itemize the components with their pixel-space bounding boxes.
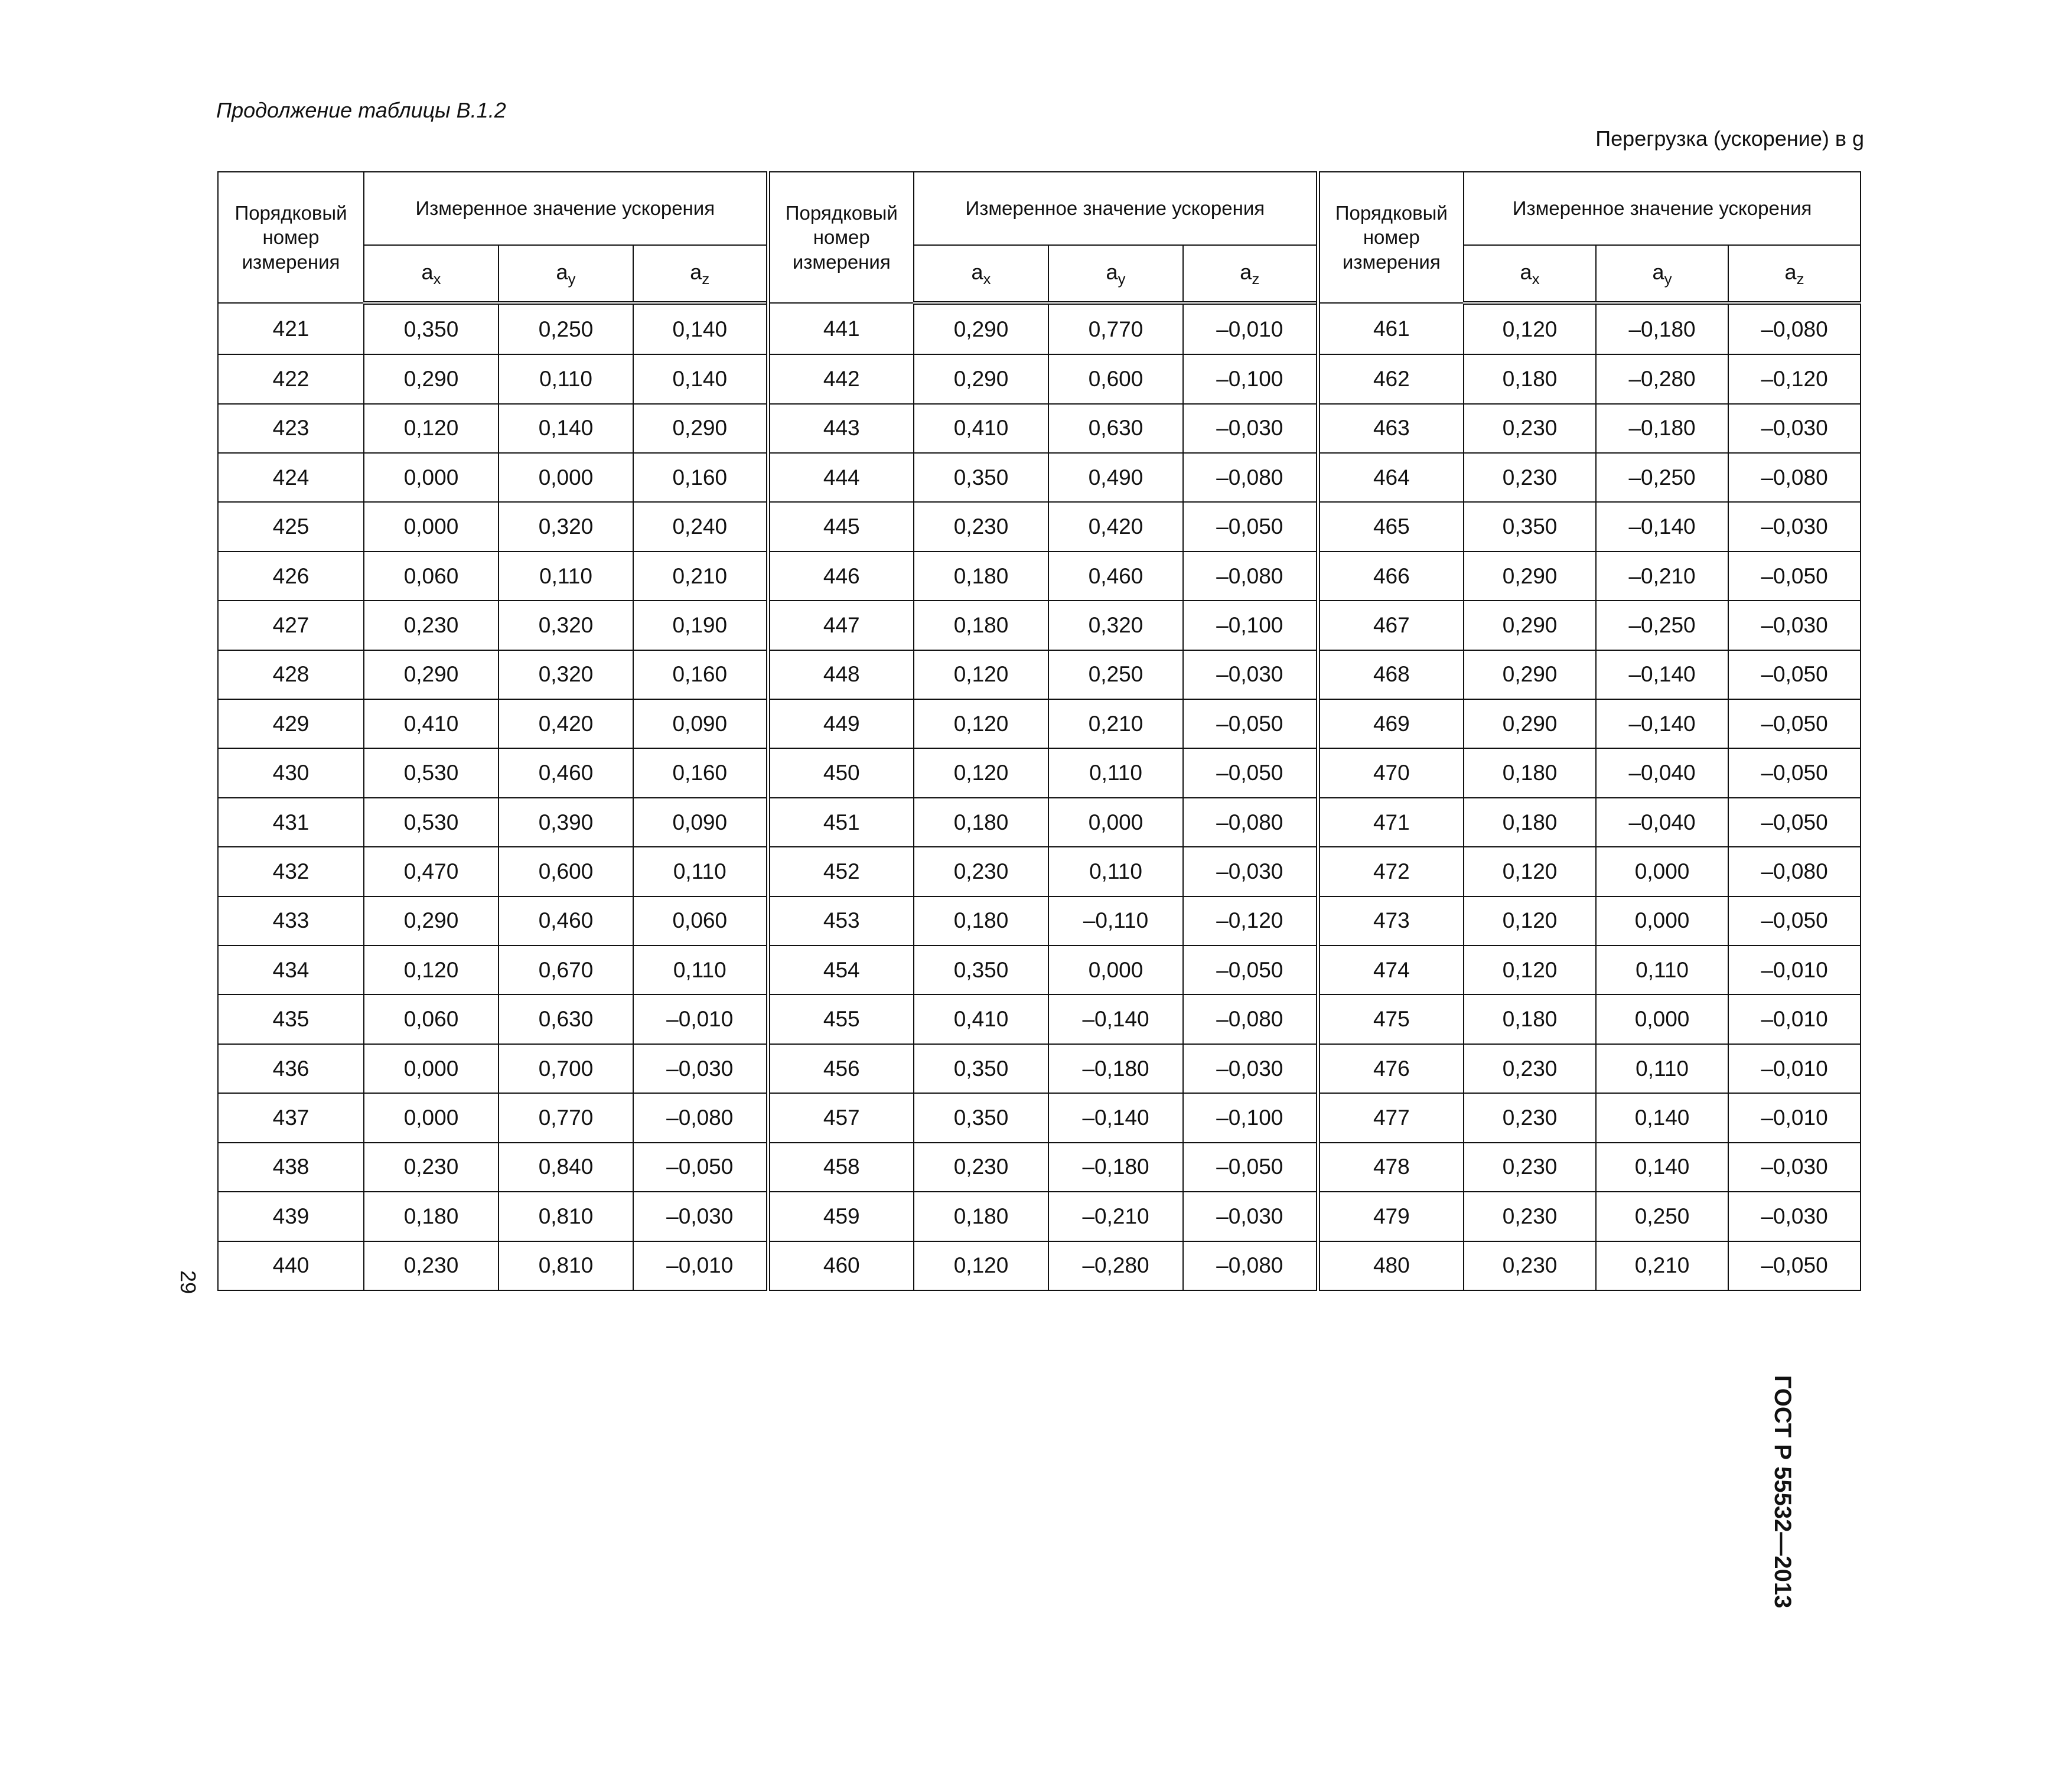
measurement-index-cell: 444 <box>768 453 914 502</box>
measurement-index-cell: 460 <box>768 1241 914 1291</box>
measurement-index-cell: 437 <box>218 1093 364 1142</box>
ax-cell: 0,180 <box>364 1192 499 1241</box>
az-cell: –0,080 <box>1183 798 1318 847</box>
ay-cell: –0,040 <box>1596 748 1728 797</box>
measurement-index-cell: 458 <box>768 1143 914 1192</box>
ay-cell: 0,600 <box>499 847 633 896</box>
table-row <box>218 896 1861 945</box>
ay-cell: 0,420 <box>499 699 633 748</box>
ay-cell: 0,000 <box>1596 896 1728 945</box>
measurement-index-cell: 454 <box>768 945 914 994</box>
measurement-index-cell: 439 <box>218 1192 364 1241</box>
ax-cell: 0,180 <box>1464 354 1596 403</box>
ay-cell: 0,250 <box>1596 1192 1728 1241</box>
measurement-index-cell: 469 <box>1318 699 1464 748</box>
az-cell: –0,080 <box>1728 453 1861 502</box>
measurement-index-cell: 472 <box>1318 847 1464 896</box>
ay-cell: 0,630 <box>1048 404 1183 453</box>
az-cell: 0,290 <box>633 404 768 453</box>
ax-cell: 0,290 <box>914 303 1048 354</box>
ay-cell: –0,210 <box>1596 552 1728 601</box>
measurement-index-cell: 448 <box>768 650 914 699</box>
ay-cell: 0,390 <box>499 798 633 847</box>
ay-cell: 0,110 <box>499 354 633 403</box>
ay-cell: –0,140 <box>1596 699 1728 748</box>
az-cell: –0,050 <box>1183 945 1318 994</box>
measured-header: Измеренное значение ускорения <box>1464 172 1861 245</box>
ax-cell: 0,000 <box>364 453 499 502</box>
az-cell: 0,160 <box>633 453 768 502</box>
ax-cell: 0,120 <box>914 650 1048 699</box>
measurement-index-cell: 453 <box>768 896 914 945</box>
ay-cell: 0,320 <box>499 601 633 650</box>
ay-cell: 0,110 <box>1596 945 1728 994</box>
az-cell: –0,050 <box>1728 699 1861 748</box>
ay-cell: 0,000 <box>499 453 633 502</box>
table-row <box>218 945 1861 994</box>
ax-cell: 0,230 <box>1464 1192 1596 1241</box>
az-cell: –0,030 <box>1183 1044 1318 1093</box>
measurement-index-cell: 432 <box>218 847 364 896</box>
measurement-index-cell: 473 <box>1318 896 1464 945</box>
measurement-index-cell: 447 <box>768 601 914 650</box>
ay-cell: 0,110 <box>1048 847 1183 896</box>
measurement-index-cell: 459 <box>768 1192 914 1241</box>
ay-cell: 0,320 <box>499 650 633 699</box>
ay-cell: 0,140 <box>1596 1143 1728 1192</box>
az-cell: –0,010 <box>1728 994 1861 1043</box>
measurement-index-cell: 464 <box>1318 453 1464 502</box>
ay-cell: 0,630 <box>499 994 633 1043</box>
ax-cell: 0,120 <box>914 1241 1048 1291</box>
az-cell: 0,190 <box>633 601 768 650</box>
axis-header-az: $a_z$ <box>633 245 768 303</box>
az-cell: 0,240 <box>633 502 768 551</box>
ax-cell: 0,230 <box>914 502 1048 551</box>
az-cell: –0,030 <box>1728 404 1861 453</box>
ay-cell: 0,000 <box>1048 945 1183 994</box>
ax-cell: 0,290 <box>914 354 1048 403</box>
ay-cell: –0,180 <box>1048 1044 1183 1093</box>
ax-cell: 0,290 <box>364 354 499 403</box>
az-cell: 0,160 <box>633 748 768 797</box>
axis-header-az: $a_z$ <box>1183 245 1318 303</box>
table-row <box>218 453 1861 502</box>
ax-cell: 0,120 <box>914 748 1048 797</box>
az-cell: –0,030 <box>1183 847 1318 896</box>
az-cell: –0,010 <box>633 994 768 1043</box>
az-cell: –0,050 <box>1183 748 1318 797</box>
az-cell: –0,010 <box>1183 303 1318 354</box>
measurement-index-cell: 466 <box>1318 552 1464 601</box>
ax-cell: 0,230 <box>1464 1044 1596 1093</box>
table-row <box>218 502 1861 551</box>
ax-cell: 0,230 <box>1464 1143 1596 1192</box>
measurement-index-cell: 422 <box>218 354 364 403</box>
az-cell: 0,160 <box>633 650 768 699</box>
measurement-index-cell: 436 <box>218 1044 364 1093</box>
ax-cell: 0,290 <box>364 896 499 945</box>
ay-cell: 0,600 <box>1048 354 1183 403</box>
measurement-index-cell: 426 <box>218 552 364 601</box>
ay-cell: –0,250 <box>1596 601 1728 650</box>
axis-header-az: $a_z$ <box>1728 245 1861 303</box>
measurement-index-cell: 474 <box>1318 945 1464 994</box>
az-cell: –0,010 <box>1728 945 1861 994</box>
ax-cell: 0,350 <box>914 1044 1048 1093</box>
ax-cell: 0,180 <box>1464 994 1596 1043</box>
table-row <box>218 552 1861 601</box>
az-cell: 0,110 <box>633 945 768 994</box>
ax-cell: 0,230 <box>1464 1093 1596 1142</box>
measurement-index-cell: 455 <box>768 994 914 1043</box>
axis-header-ay: $a_y$ <box>1596 245 1728 303</box>
ay-cell: –0,180 <box>1596 303 1728 354</box>
ay-cell: 0,210 <box>1048 699 1183 748</box>
table-row <box>218 1044 1861 1093</box>
ax-cell: 0,120 <box>1464 896 1596 945</box>
measurement-index-cell: 435 <box>218 994 364 1043</box>
measurement-index-cell: 478 <box>1318 1143 1464 1192</box>
measurement-index-cell: 475 <box>1318 994 1464 1043</box>
measurement-index-cell: 479 <box>1318 1192 1464 1241</box>
ax-cell: 0,230 <box>1464 404 1596 453</box>
az-cell: –0,010 <box>1728 1044 1861 1093</box>
ay-cell: 0,140 <box>499 404 633 453</box>
az-cell: –0,100 <box>1183 1093 1318 1142</box>
az-cell: 0,110 <box>633 847 768 896</box>
ay-cell: 0,000 <box>1596 994 1728 1043</box>
ax-cell: 0,120 <box>914 699 1048 748</box>
ay-cell: 0,250 <box>499 303 633 354</box>
ax-cell: 0,350 <box>914 1093 1048 1142</box>
table-row <box>218 1093 1861 1142</box>
ax-cell: 0,290 <box>1464 699 1596 748</box>
ax-cell: 0,060 <box>364 552 499 601</box>
az-cell: 0,090 <box>633 798 768 847</box>
measurement-index-cell: 424 <box>218 453 364 502</box>
measurement-index-cell: 427 <box>218 601 364 650</box>
ax-cell: 0,350 <box>914 453 1048 502</box>
measurement-index-cell: 442 <box>768 354 914 403</box>
measurement-index-cell: 477 <box>1318 1093 1464 1142</box>
ax-cell: 0,230 <box>364 601 499 650</box>
index-header: Порядковый номер измерения <box>768 172 914 303</box>
az-cell: –0,050 <box>1728 896 1861 945</box>
ay-cell: 0,320 <box>1048 601 1183 650</box>
table-row <box>218 1143 1861 1192</box>
ay-cell: –0,180 <box>1596 404 1728 453</box>
measurement-index-cell: 434 <box>218 945 364 994</box>
ay-cell: 0,460 <box>499 896 633 945</box>
measurement-index-cell: 468 <box>1318 650 1464 699</box>
ay-cell: 0,000 <box>1048 798 1183 847</box>
index-header: Порядковый номер измерения <box>218 172 364 303</box>
ax-cell: 0,180 <box>914 798 1048 847</box>
measured-header: Измеренное значение ускорения <box>364 172 768 245</box>
az-cell: –0,050 <box>1728 748 1861 797</box>
table-row <box>218 601 1861 650</box>
measurement-index-cell: 421 <box>218 303 364 354</box>
az-cell: –0,030 <box>633 1192 768 1241</box>
az-cell: –0,010 <box>1728 1093 1861 1142</box>
measurement-index-cell: 423 <box>218 404 364 453</box>
table-row <box>218 798 1861 847</box>
az-cell: –0,080 <box>1728 847 1861 896</box>
ay-cell: 0,000 <box>1596 847 1728 896</box>
axis-header-ax: $a_x$ <box>914 245 1048 303</box>
ax-cell: 0,120 <box>1464 945 1596 994</box>
az-cell: –0,100 <box>1183 354 1318 403</box>
measurement-index-cell: 430 <box>218 748 364 797</box>
measurement-index-cell: 476 <box>1318 1044 1464 1093</box>
ay-cell: –0,250 <box>1596 453 1728 502</box>
table-row <box>218 404 1861 453</box>
ay-cell: 0,770 <box>499 1093 633 1142</box>
measurement-index-cell: 470 <box>1318 748 1464 797</box>
az-cell: –0,100 <box>1183 601 1318 650</box>
measurement-index-cell: 425 <box>218 502 364 551</box>
ax-cell: 0,180 <box>914 1192 1048 1241</box>
ax-cell: 0,530 <box>364 748 499 797</box>
ax-cell: 0,000 <box>364 1044 499 1093</box>
ax-cell: 0,410 <box>364 699 499 748</box>
ay-cell: 0,810 <box>499 1241 633 1291</box>
table-row <box>218 650 1861 699</box>
ay-cell: 0,490 <box>1048 453 1183 502</box>
measurement-index-cell: 452 <box>768 847 914 896</box>
ax-cell: 0,470 <box>364 847 499 896</box>
ay-cell: –0,140 <box>1048 1093 1183 1142</box>
axis-header-ax: $a_x$ <box>1464 245 1596 303</box>
az-cell: –0,030 <box>1728 502 1861 551</box>
ay-cell: 0,250 <box>1048 650 1183 699</box>
az-cell: –0,030 <box>1728 1192 1861 1241</box>
table-row <box>218 994 1861 1043</box>
ay-cell: 0,110 <box>1048 748 1183 797</box>
az-cell: –0,050 <box>1183 1143 1318 1192</box>
table-row <box>218 1241 1861 1291</box>
ax-cell: 0,180 <box>1464 798 1596 847</box>
ay-cell: –0,140 <box>1596 502 1728 551</box>
ay-cell: 0,140 <box>1596 1093 1728 1142</box>
ay-cell: 0,770 <box>1048 303 1183 354</box>
measurement-index-cell: 462 <box>1318 354 1464 403</box>
ax-cell: 0,350 <box>1464 502 1596 551</box>
ay-cell: 0,320 <box>499 502 633 551</box>
ax-cell: 0,230 <box>1464 453 1596 502</box>
az-cell: 0,090 <box>633 699 768 748</box>
ay-cell: 0,110 <box>499 552 633 601</box>
measurement-index-cell: 443 <box>768 404 914 453</box>
ax-cell: 0,230 <box>364 1143 499 1192</box>
ax-cell: 0,000 <box>364 1093 499 1142</box>
measurement-index-cell: 463 <box>1318 404 1464 453</box>
ax-cell: 0,290 <box>1464 601 1596 650</box>
az-cell: –0,010 <box>633 1241 768 1291</box>
measurement-index-cell: 456 <box>768 1044 914 1093</box>
ay-cell: 0,670 <box>499 945 633 994</box>
ax-cell: 0,060 <box>364 994 499 1043</box>
table-body <box>218 303 1861 1290</box>
acceleration-table <box>217 171 1861 1291</box>
measurement-index-cell: 465 <box>1318 502 1464 551</box>
ax-cell: 0,180 <box>914 601 1048 650</box>
measurement-index-cell: 440 <box>218 1241 364 1291</box>
ay-cell: –0,110 <box>1048 896 1183 945</box>
index-header: Порядковый номер измерения <box>1318 172 1464 303</box>
measurement-index-cell: 446 <box>768 552 914 601</box>
ay-cell: 0,110 <box>1596 1044 1728 1093</box>
ax-cell: 0,120 <box>364 945 499 994</box>
table-row <box>218 699 1861 748</box>
units-label: Перегрузка (ускорение) в g <box>1595 126 1864 151</box>
ax-cell: 0,180 <box>914 552 1048 601</box>
table-caption: Продолжение таблицы В.1.2 <box>216 98 506 122</box>
az-cell: –0,120 <box>1183 896 1318 945</box>
measurement-index-cell: 429 <box>218 699 364 748</box>
ay-cell: 0,700 <box>499 1044 633 1093</box>
ax-cell: 0,230 <box>1464 1241 1596 1291</box>
az-cell: 0,140 <box>633 354 768 403</box>
measurement-index-cell: 480 <box>1318 1241 1464 1291</box>
ax-cell: 0,230 <box>914 1143 1048 1192</box>
axis-header-ay: $a_y$ <box>499 245 633 303</box>
ay-cell: 0,840 <box>499 1143 633 1192</box>
ay-cell: 0,810 <box>499 1192 633 1241</box>
ay-cell: 0,210 <box>1596 1241 1728 1291</box>
ax-cell: 0,180 <box>914 896 1048 945</box>
ax-cell: 0,120 <box>1464 847 1596 896</box>
header-row-2 <box>218 245 1861 303</box>
az-cell: –0,080 <box>1183 552 1318 601</box>
ay-cell: –0,140 <box>1048 994 1183 1043</box>
ax-cell: 0,230 <box>914 847 1048 896</box>
ax-cell: 0,350 <box>364 303 499 354</box>
measurement-index-cell: 450 <box>768 748 914 797</box>
ax-cell: 0,120 <box>1464 303 1596 354</box>
az-cell: –0,050 <box>633 1143 768 1192</box>
measurement-index-cell: 433 <box>218 896 364 945</box>
measurement-index-cell: 431 <box>218 798 364 847</box>
az-cell: –0,080 <box>1183 1241 1318 1291</box>
page-number: 29 <box>176 1270 201 1294</box>
ay-cell: 0,460 <box>499 748 633 797</box>
measurement-index-cell: 449 <box>768 699 914 748</box>
az-cell: –0,030 <box>1728 601 1861 650</box>
ax-cell: 0,290 <box>1464 650 1596 699</box>
az-cell: –0,050 <box>1728 650 1861 699</box>
az-cell: –0,080 <box>1728 303 1861 354</box>
measurement-index-cell: 461 <box>1318 303 1464 354</box>
measurement-index-cell: 438 <box>218 1143 364 1192</box>
az-cell: 0,060 <box>633 896 768 945</box>
ay-cell: 0,420 <box>1048 502 1183 551</box>
ax-cell: 0,290 <box>364 650 499 699</box>
header-row-1 <box>218 172 1861 245</box>
table-row <box>218 303 1861 354</box>
ax-cell: 0,530 <box>364 798 499 847</box>
az-cell: –0,050 <box>1728 552 1861 601</box>
ay-cell: –0,040 <box>1596 798 1728 847</box>
az-cell: –0,050 <box>1728 1241 1861 1291</box>
axis-header-ay: $a_y$ <box>1048 245 1183 303</box>
measurement-index-cell: 457 <box>768 1093 914 1142</box>
measured-header: Измеренное значение ускорения <box>914 172 1318 245</box>
az-cell: –0,030 <box>1183 1192 1318 1241</box>
measurement-index-cell: 445 <box>768 502 914 551</box>
measurement-index-cell: 428 <box>218 650 364 699</box>
measurement-index-cell: 467 <box>1318 601 1464 650</box>
measurement-index-cell: 441 <box>768 303 914 354</box>
ay-cell: –0,140 <box>1596 650 1728 699</box>
az-cell: –0,080 <box>1183 453 1318 502</box>
standard-designation: ГОСТ Р 55532—2013 <box>1770 1375 1796 1609</box>
az-cell: –0,080 <box>633 1093 768 1142</box>
az-cell: –0,050 <box>1728 798 1861 847</box>
table-row <box>218 847 1861 896</box>
az-cell: –0,080 <box>1183 994 1318 1043</box>
az-cell: –0,030 <box>1183 404 1318 453</box>
axis-header-ax: $a_x$ <box>364 245 499 303</box>
az-cell: –0,050 <box>1183 502 1318 551</box>
ax-cell: 0,230 <box>364 1241 499 1291</box>
table-row <box>218 354 1861 403</box>
az-cell: –0,030 <box>633 1044 768 1093</box>
ax-cell: 0,350 <box>914 945 1048 994</box>
measurement-index-cell: 471 <box>1318 798 1464 847</box>
ay-cell: –0,280 <box>1048 1241 1183 1291</box>
az-cell: –0,030 <box>1728 1143 1861 1192</box>
ax-cell: 0,000 <box>364 502 499 551</box>
ay-cell: –0,280 <box>1596 354 1728 403</box>
measurement-index-cell: 451 <box>768 798 914 847</box>
ay-cell: –0,210 <box>1048 1192 1183 1241</box>
az-cell: 0,140 <box>633 303 768 354</box>
ax-cell: 0,120 <box>364 404 499 453</box>
table-row <box>218 748 1861 797</box>
az-cell: –0,120 <box>1728 354 1861 403</box>
ax-cell: 0,410 <box>914 994 1048 1043</box>
ax-cell: 0,180 <box>1464 748 1596 797</box>
table-row <box>218 1192 1861 1241</box>
ax-cell: 0,290 <box>1464 552 1596 601</box>
ax-cell: 0,410 <box>914 404 1048 453</box>
az-cell: 0,210 <box>633 552 768 601</box>
ay-cell: 0,460 <box>1048 552 1183 601</box>
az-cell: –0,050 <box>1183 699 1318 748</box>
ay-cell: –0,180 <box>1048 1143 1183 1192</box>
az-cell: –0,030 <box>1183 650 1318 699</box>
